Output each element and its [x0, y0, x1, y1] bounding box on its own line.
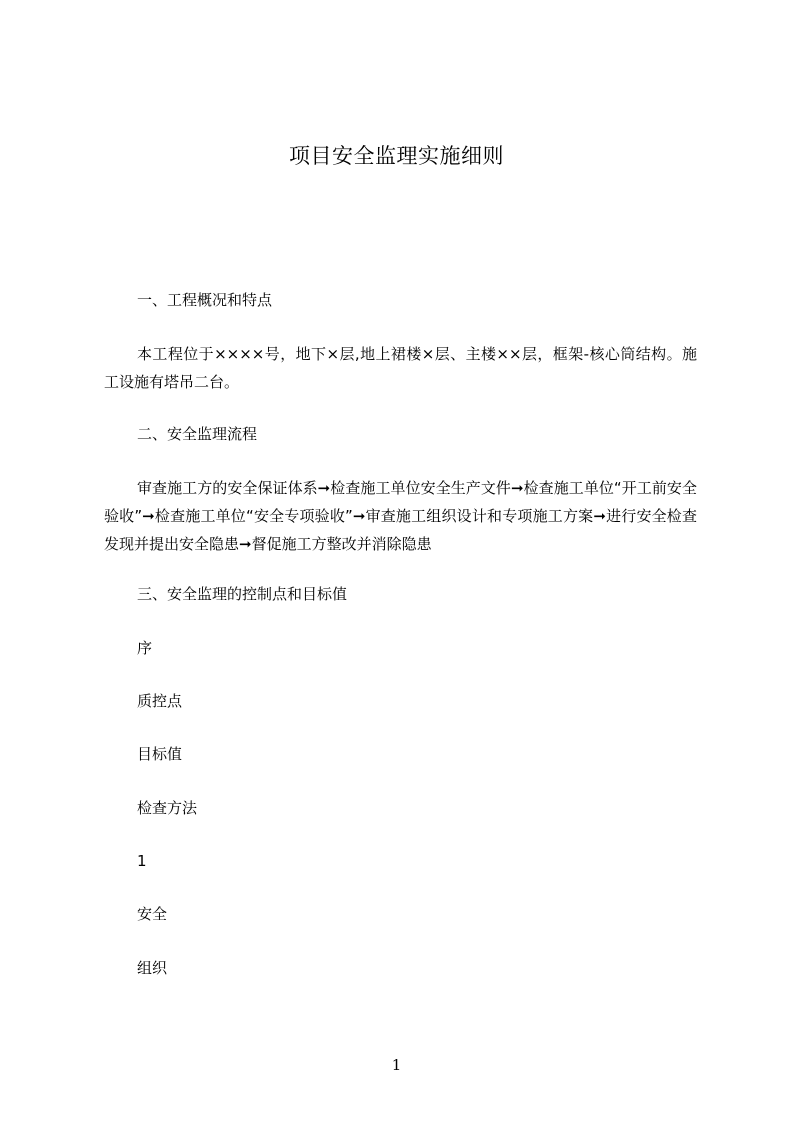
section-paragraph-process: 审查施工方的安全保证体系➞检查施工单位安全生产文件➞检查施工单位“开工前安全验收”➞检查施工单位“安全专项验收”➞审查施工组织设计和专项施工方案➞进行安全检查发现并提出安全隐患➞督促施工方整改并消除隐患 — [104, 479, 697, 553]
section-paragraph-overview: 本工程位于××××号，地下×层,地上裙楼×层、主楼××层，框架-核心筒结构。施工设施有塔吊二台。 — [104, 345, 697, 391]
table-cell-item: 目标值 — [137, 745, 183, 763]
table-cell-item: 序 — [137, 639, 153, 657]
table-cell-item: 安全 — [137, 905, 168, 923]
table-cell-item: 1 — [137, 852, 147, 870]
table-cell-item: 组织 — [137, 959, 168, 977]
section-heading-control-points: 三、安全监理的控制点和目标值 — [137, 585, 348, 603]
table-cell-item: 质控点 — [137, 692, 183, 710]
page-number: 1 — [391, 1056, 402, 1074]
section-heading-overview: 一、工程概况和特点 — [137, 291, 273, 309]
table-cell-item: 检查方法 — [137, 799, 198, 817]
section-heading-process: 二、安全监理流程 — [137, 425, 258, 443]
document-title: 项目安全监理实施细则 — [289, 144, 504, 168]
